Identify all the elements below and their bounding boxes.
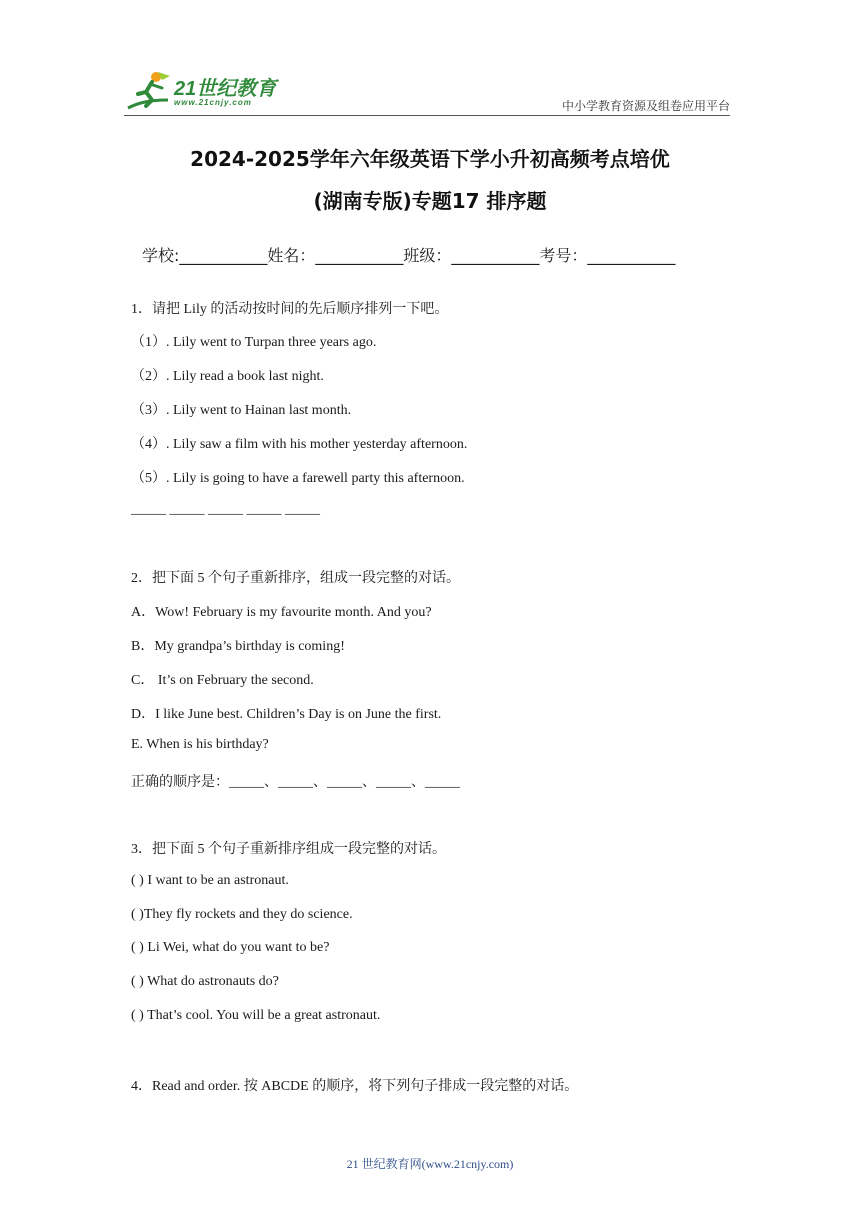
question-2-answer-blanks[interactable]: 正确的顺序是：_____、_____、_____、_____、_____: [131, 775, 460, 790]
header-divider: [124, 115, 730, 116]
runner-logo-icon: [122, 70, 174, 114]
question-3-item[interactable]: ( ) I want to be an astronaut.: [131, 873, 289, 888]
question-2-option: A．Wow! February is my favourite month. And you?: [131, 605, 432, 620]
question-2-stem: 2．把下面 5 个句子重新排序，组成一段完整的对话。: [131, 571, 460, 586]
question-2-option: C． It’s on February the second.: [131, 673, 314, 688]
question-1-item: （5）. Lily is going to have a farewell party this afternoon.: [131, 471, 465, 486]
question-1-stem: 1．请把 Lily 的活动按时间的先后顺序排列一下吧。: [131, 302, 449, 317]
site-logo[interactable]: [122, 70, 292, 114]
question-1-item: （1）. Lily went to Turpan three years ago.: [131, 335, 377, 350]
question-1-item: （3）. Lily went to Hainan last month.: [131, 403, 352, 418]
logo-url: www.21cnjy.com: [174, 98, 252, 107]
question-1-answer-blanks[interactable]: _____ _____ _____ _____ _____: [131, 502, 320, 517]
question-2-option: D．I like June best. Children’s Day is on June the first.: [131, 707, 442, 722]
platform-caption: 中小学教育资源及组卷应用平台: [561, 99, 730, 113]
question-3-item[interactable]: ( ) What do astronauts do?: [131, 974, 279, 989]
page-footer[interactable]: 21 世纪教育网(www.21cnjy.com): [346, 1157, 514, 1171]
question-3-item[interactable]: ( )They fly rockets and they do science.: [131, 907, 353, 922]
question-1-item: （4）. Lily saw a film with his mother yesterday afternoon.: [131, 437, 468, 452]
question-3-stem: 3．把下面 5 个句子重新排序组成一段完整的对话。: [131, 842, 446, 857]
question-3-item[interactable]: ( ) Li Wei, what do you want to be?: [131, 940, 330, 955]
question-2-option: B．My grandpa’s birthday is coming!: [131, 639, 345, 654]
student-info-line: 学校:___________姓名：___________班级：___________考号：___________: [142, 246, 676, 265]
logo-wordmark: 21世纪教育: [174, 78, 277, 100]
document-title-line-2: (湖南专版)专题17 排序题: [313, 189, 547, 213]
question-4-stem: 4．Read and order. 按 ABCDE 的顺序，将下列句子排成一段完整的对话。: [131, 1079, 579, 1094]
document-title-line-1: 2024-2025学年六年级英语下学小升初高频考点培优: [190, 147, 670, 171]
question-1-item: （2）. Lily read a book last night.: [131, 369, 324, 384]
question-2-option: E. When is his birthday?: [131, 737, 269, 752]
question-3-item[interactable]: ( ) That’s cool. You will be a great astronaut.: [131, 1008, 381, 1023]
